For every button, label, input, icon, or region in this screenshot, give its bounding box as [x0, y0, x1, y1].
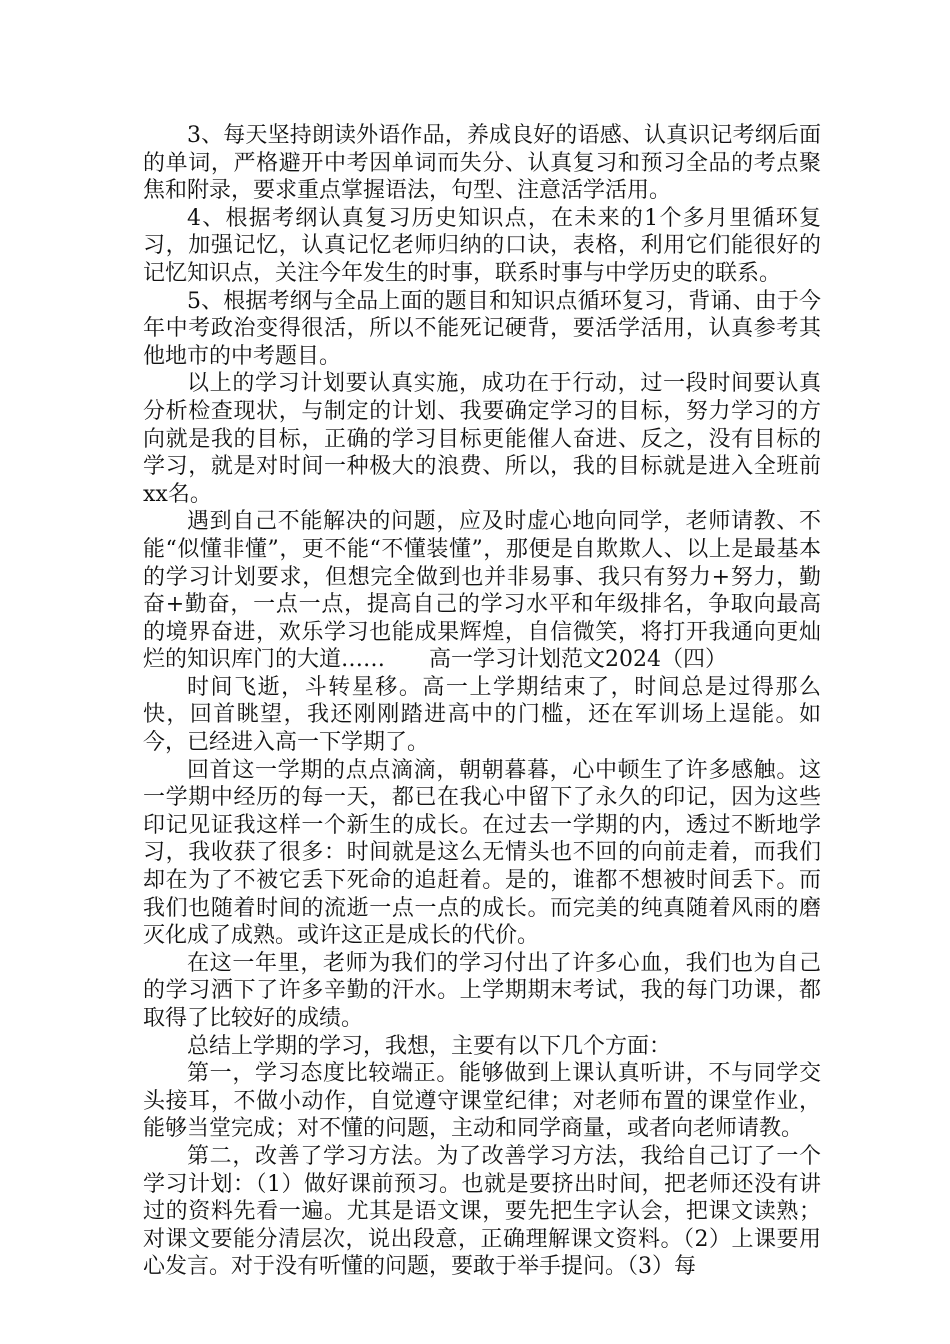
- paragraph-foreign-language: 3、每天坚持朗读外语作品，养成良好的语感、认真识记考纲后面的单词，严格避开中考因单词而失分、认真复习和预习全品的考点聚焦和附录，要求重点掌握语法，句型、注意活学活用。: [143, 123, 821, 204]
- paragraph-second-point: 第二，改善了学习方法。为了改善学习方法，我给自己订了一个学习计划：（1）做好课前预习。也就是要挤出时间，把老师还没有讲过的资料先看一遍。尤其是语文课，要先把生字认会，把课文读熟；对课文要能分清层次，说出段意，正确理解课文资料。（2）上课要用心发言。对于没有听懂的问题，要敢于举手提问。（3）每: [143, 1143, 821, 1280]
- paragraph-history: 4、根据考纲认真复习历史知识点，在未来的1个多月里循环复习，加强记忆，认真记忆老师归纳的口诀，表格，利用它们能很好的记忆知识点，关注今年发生的时事，联系时事与中学历史的联系。: [143, 205, 821, 286]
- document-body: [143, 122, 821, 1281]
- paragraph-first-point: 第一，学习态度比较端正。能够做到上课认真听讲，不与同学交头接耳，不做小动作，自觉遵守课堂纪律；对老师布置的课堂作业，能够当堂完成；对不懂的问题，主动和同学商量，或者向老师请教。: [143, 1061, 821, 1142]
- paragraph-this-year: 在这一年里，老师为我们的学习付出了许多心血，我们也为自己的学习洒下了许多辛勤的汗水。上学期期末考试，我的每门功课，都取得了比较好的成绩。: [143, 950, 821, 1031]
- paragraph-plan-implementation: 以上的学习计划要认真实施，成功在于行动，过一段时间要认真分析检查现状，与制定的计划、我要确定学习的目标，努力学习的方向就是我的目标，正确的学习目标更能催人奋进、反之，没有目标的学习，就是对时间一种极大的浪费、所以，我的目标就是进入全班前xx名。: [143, 371, 821, 507]
- paragraph-ask-for-help: 遇到自己不能解决的问题，应及时虚心地向同学，老师请教、不能“似懂非懂”，更不能“不懂装懂”，那便是自欺欺人、以上是最基本的学习计划要求，但想完全做到也并非易事、我只有努力+努力，勤奋+勤奋，一点一点，提高自己的学习水平和年级排名，争取向最高的境界奋进，欢乐学习也能成果辉煌，自信微笑，将打开我通向更灿烂的知识库门的大道…… 高一学习计划范文2024（四）: [143, 509, 821, 673]
- paragraph-time-flies: 时间飞逝，斗转星移。高一上学期结束了，时间总是过得那么快，回首眺望，我还刚刚踏进高中的门槛，还在军训场上逞能。如今，已经进入高一下学期了。: [143, 674, 821, 756]
- paragraph-politics: 5、根据考纲与全品上面的题目和知识点循环复习，背诵、由于今年中考政治变得很活，所以不能死记硬背，要活学活用，认真参考其他地市的中考题目。: [143, 288, 821, 369]
- paragraph-summary-intro: 总结上学期的学习，我想，主要有以下几个方面：: [187, 1033, 672, 1059]
- paragraph-looking-back: 回首这一学期的点点滴滴，朝朝暮暮，心中顿生了许多感触。这一学期中经历的每一天，都已在我心中留下了永久的印记，因为这些印记见证我这样一个新生的成长。在过去一学期的内，透过不断地学习，我收获了很多：时间就是这么无情头也不回的向前走着，而我们却在为了不被它丢下死命的追赶着。是的，谁都不想被时间丢下。而我们也随着时间的流逝一点一点的成长。而完美的纯真随着风雨的磨灭化成了成熟。或许这正是成长的代价。: [143, 757, 821, 949]
